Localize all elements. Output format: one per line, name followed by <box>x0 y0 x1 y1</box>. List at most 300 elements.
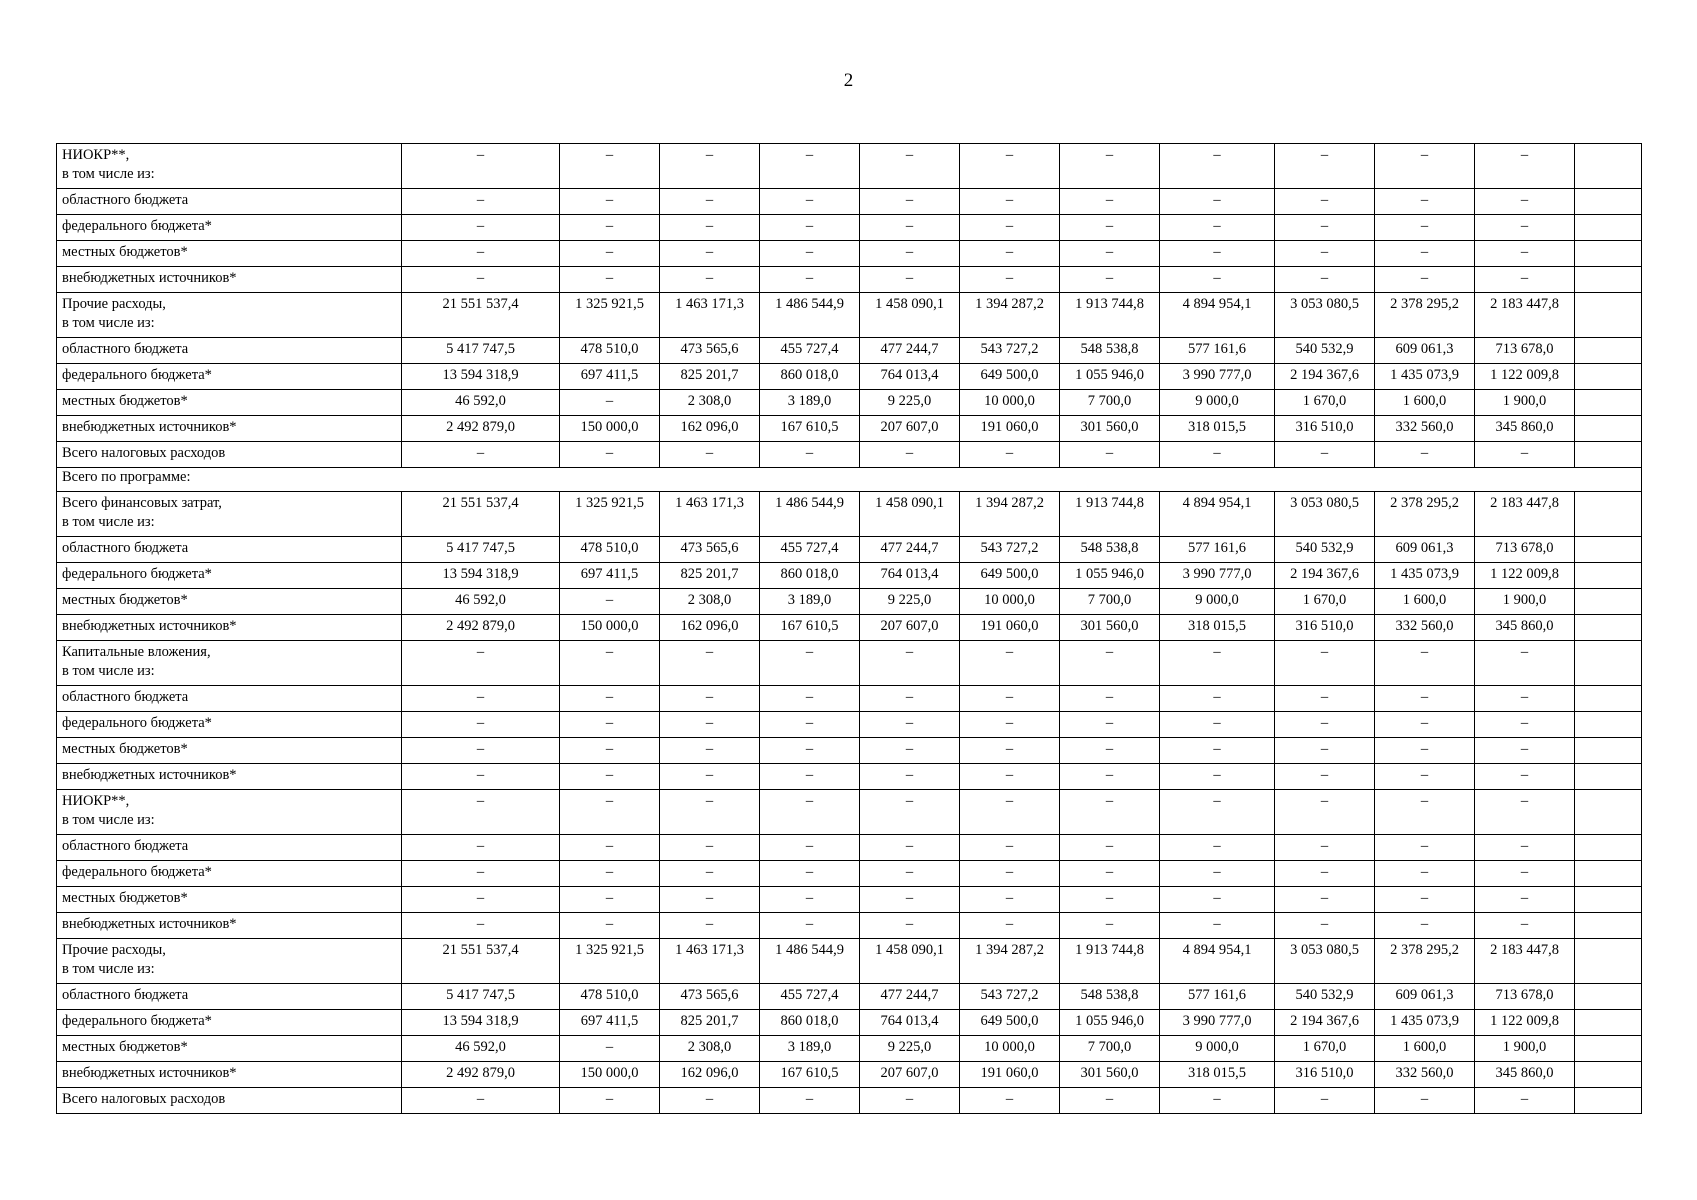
value-cell: – <box>1275 913 1375 939</box>
value-cell: 162 096,0 <box>660 416 760 442</box>
value-cell: 3 990 777,0 <box>1160 563 1275 589</box>
empty-cell <box>1575 589 1642 615</box>
row-label-line: федерального бюджета* <box>62 864 212 880</box>
row-label-line: местных бюджетов* <box>62 1039 188 1055</box>
value-cell: – <box>960 241 1060 267</box>
row-label-line: местных бюджетов* <box>62 741 188 757</box>
empty-cell <box>1575 144 1642 189</box>
value-cell: – <box>960 686 1060 712</box>
value-cell: – <box>960 1088 1060 1114</box>
row-label-line: внебюджетных источников* <box>62 270 237 286</box>
value-cell: 207 607,0 <box>860 1062 960 1088</box>
value-cell: – <box>1375 738 1475 764</box>
row-label-line: в том числе из: <box>62 315 155 331</box>
value-cell: – <box>960 189 1060 215</box>
value-cell: – <box>560 589 660 615</box>
value-cell: – <box>660 144 760 189</box>
value-cell: – <box>860 913 960 939</box>
row-label <box>57 738 402 764</box>
row-label <box>57 790 402 835</box>
value-cell: – <box>402 835 560 861</box>
value-cell: 2 194 367,6 <box>1275 1010 1375 1036</box>
value-cell: – <box>1160 887 1275 913</box>
value-cell: 2 308,0 <box>660 1036 760 1062</box>
value-cell: 9 000,0 <box>1160 390 1275 416</box>
value-cell: – <box>660 189 760 215</box>
empty-cell <box>1575 1088 1642 1114</box>
value-cell: – <box>760 1088 860 1114</box>
value-cell: 1 463 171,3 <box>660 492 760 537</box>
value-cell: 9 225,0 <box>860 589 960 615</box>
value-cell: 825 201,7 <box>660 563 760 589</box>
empty-cell <box>1575 492 1642 537</box>
row-label <box>57 589 402 615</box>
value-cell: – <box>1275 712 1375 738</box>
table-row <box>57 537 1642 563</box>
value-cell: 345 860,0 <box>1475 615 1575 641</box>
value-cell: 10 000,0 <box>960 1036 1060 1062</box>
value-cell: – <box>1060 738 1160 764</box>
value-cell: 477 244,7 <box>860 338 960 364</box>
value-cell: – <box>760 738 860 764</box>
value-cell: – <box>560 764 660 790</box>
row-label <box>57 293 402 338</box>
value-cell: – <box>1375 887 1475 913</box>
value-cell: – <box>1160 1088 1275 1114</box>
value-cell: 13 594 318,9 <box>402 364 560 390</box>
row-label-line: областного бюджета <box>62 341 189 357</box>
value-cell: – <box>1060 790 1160 835</box>
value-cell: – <box>1375 144 1475 189</box>
value-cell: – <box>1275 442 1375 468</box>
value-cell: – <box>1060 442 1160 468</box>
value-cell: 1 463 171,3 <box>660 939 760 984</box>
row-label <box>57 267 402 293</box>
value-cell: – <box>402 686 560 712</box>
value-cell: 1 913 744,8 <box>1060 492 1160 537</box>
value-cell: – <box>960 641 1060 686</box>
table-row <box>57 293 1642 338</box>
value-cell: – <box>860 267 960 293</box>
table-row <box>57 492 1642 537</box>
value-cell: 1 670,0 <box>1275 390 1375 416</box>
value-cell: 1 458 090,1 <box>860 492 960 537</box>
value-cell: 1 394 287,2 <box>960 939 1060 984</box>
empty-cell <box>1575 338 1642 364</box>
value-cell: 4 894 954,1 <box>1160 939 1275 984</box>
row-label-line: в том числе из: <box>62 961 155 977</box>
value-cell: – <box>1375 790 1475 835</box>
value-cell: – <box>1160 861 1275 887</box>
value-cell: – <box>860 887 960 913</box>
value-cell: – <box>1060 686 1160 712</box>
value-cell: – <box>1160 790 1275 835</box>
value-cell: – <box>860 241 960 267</box>
value-cell: 1 913 744,8 <box>1060 293 1160 338</box>
value-cell: 473 565,6 <box>660 537 760 563</box>
value-cell: – <box>560 641 660 686</box>
value-cell: 2 492 879,0 <box>402 1062 560 1088</box>
row-label <box>57 1088 402 1114</box>
value-cell: 477 244,7 <box>860 537 960 563</box>
value-cell: – <box>1475 641 1575 686</box>
row-label-line: местных бюджетов* <box>62 393 188 409</box>
value-cell: 162 096,0 <box>660 615 760 641</box>
value-cell: – <box>760 189 860 215</box>
value-cell: – <box>1275 1088 1375 1114</box>
table-row <box>57 790 1642 835</box>
value-cell: – <box>402 241 560 267</box>
row-label <box>57 712 402 738</box>
row-label <box>57 537 402 563</box>
value-cell: – <box>560 1088 660 1114</box>
row-label-line: областного бюджета <box>62 689 189 705</box>
value-cell: – <box>1475 215 1575 241</box>
value-cell: 2 183 447,8 <box>1475 939 1575 984</box>
row-label-line: в том числе из: <box>62 514 155 530</box>
value-cell: 5 417 747,5 <box>402 984 560 1010</box>
value-cell: – <box>1475 686 1575 712</box>
value-cell: 860 018,0 <box>760 563 860 589</box>
value-cell: 1 122 009,8 <box>1475 1010 1575 1036</box>
value-cell: – <box>560 835 660 861</box>
value-cell: – <box>660 738 760 764</box>
value-cell: 9 000,0 <box>1160 1036 1275 1062</box>
value-cell: 1 055 946,0 <box>1060 1010 1160 1036</box>
table-row <box>57 738 1642 764</box>
empty-cell <box>1575 241 1642 267</box>
value-cell: 540 532,9 <box>1275 984 1375 1010</box>
value-cell: 191 060,0 <box>960 1062 1060 1088</box>
row-label <box>57 189 402 215</box>
row-label-line: Прочие расходы, <box>62 942 166 958</box>
value-cell: 21 551 537,4 <box>402 293 560 338</box>
value-cell: 1 435 073,9 <box>1375 1010 1475 1036</box>
row-label-line: внебюджетных источников* <box>62 1065 237 1081</box>
value-cell: 577 161,6 <box>1160 338 1275 364</box>
value-cell: – <box>860 712 960 738</box>
row-label-line: НИОКР**, <box>62 793 130 809</box>
value-cell: 860 018,0 <box>760 1010 860 1036</box>
row-label <box>57 144 402 189</box>
value-cell: – <box>760 267 860 293</box>
value-cell: – <box>760 835 860 861</box>
table-row <box>57 939 1642 984</box>
value-cell: 764 013,4 <box>860 1010 960 1036</box>
value-cell: 649 500,0 <box>960 1010 1060 1036</box>
value-cell: – <box>760 686 860 712</box>
empty-cell <box>1575 563 1642 589</box>
value-cell: 543 727,2 <box>960 984 1060 1010</box>
row-label <box>57 686 402 712</box>
value-cell: 1 600,0 <box>1375 1036 1475 1062</box>
value-cell: 46 592,0 <box>402 589 560 615</box>
value-cell: 1 463 171,3 <box>660 293 760 338</box>
value-cell: – <box>560 189 660 215</box>
value-cell: 1 122 009,8 <box>1475 364 1575 390</box>
value-cell: 7 700,0 <box>1060 1036 1160 1062</box>
value-cell: – <box>660 712 760 738</box>
row-label-line: федерального бюджета* <box>62 715 212 731</box>
value-cell: – <box>1160 835 1275 861</box>
value-cell: 167 610,5 <box>760 1062 860 1088</box>
value-cell: – <box>1275 835 1375 861</box>
value-cell: – <box>960 144 1060 189</box>
table-row <box>57 641 1642 686</box>
row-label <box>57 364 402 390</box>
value-cell: – <box>960 861 1060 887</box>
value-cell: – <box>860 861 960 887</box>
value-cell: 649 500,0 <box>960 563 1060 589</box>
value-cell: – <box>1160 641 1275 686</box>
value-cell: – <box>1375 686 1475 712</box>
empty-cell <box>1575 189 1642 215</box>
value-cell: 3 990 777,0 <box>1160 1010 1275 1036</box>
value-cell: 318 015,5 <box>1160 1062 1275 1088</box>
row-label-line: Капитальные вложения, <box>62 644 211 660</box>
value-cell: – <box>760 712 860 738</box>
value-cell: – <box>560 790 660 835</box>
row-label-line: областного бюджета <box>62 987 189 1003</box>
value-cell: – <box>1275 189 1375 215</box>
value-cell: – <box>660 267 760 293</box>
value-cell: 1 486 544,9 <box>760 939 860 984</box>
value-cell: – <box>560 887 660 913</box>
value-cell: – <box>560 913 660 939</box>
value-cell: – <box>1160 712 1275 738</box>
value-cell: – <box>660 835 760 861</box>
value-cell: 2 492 879,0 <box>402 615 560 641</box>
value-cell: 713 678,0 <box>1475 338 1575 364</box>
table-row <box>57 913 1642 939</box>
value-cell: 455 727,4 <box>760 338 860 364</box>
value-cell: – <box>1375 1088 1475 1114</box>
empty-cell <box>1575 861 1642 887</box>
table-row <box>57 984 1642 1010</box>
value-cell: – <box>560 1036 660 1062</box>
value-cell: 1 670,0 <box>1275 589 1375 615</box>
value-cell: 301 560,0 <box>1060 615 1160 641</box>
value-cell: 577 161,6 <box>1160 984 1275 1010</box>
value-cell: – <box>1275 241 1375 267</box>
row-label-line: местных бюджетов* <box>62 890 188 906</box>
empty-cell <box>1575 615 1642 641</box>
value-cell: 316 510,0 <box>1275 1062 1375 1088</box>
value-cell: 3 053 080,5 <box>1275 939 1375 984</box>
value-cell: 207 607,0 <box>860 416 960 442</box>
row-label-line: федерального бюджета* <box>62 1013 212 1029</box>
row-label <box>57 338 402 364</box>
value-cell: – <box>860 442 960 468</box>
value-cell: – <box>402 641 560 686</box>
value-cell: – <box>1375 712 1475 738</box>
empty-cell <box>1575 416 1642 442</box>
value-cell: – <box>1060 835 1160 861</box>
value-cell: – <box>1060 712 1160 738</box>
row-label <box>57 835 402 861</box>
value-cell: – <box>760 215 860 241</box>
row-label-line: Всего налоговых расходов <box>62 445 226 461</box>
value-cell: 2 378 295,2 <box>1375 492 1475 537</box>
value-cell: – <box>860 189 960 215</box>
row-label <box>57 984 402 1010</box>
value-cell: – <box>1275 738 1375 764</box>
empty-cell <box>1575 984 1642 1010</box>
value-cell: 609 061,3 <box>1375 984 1475 1010</box>
value-cell: 825 201,7 <box>660 364 760 390</box>
value-cell: 455 727,4 <box>760 537 860 563</box>
value-cell: 318 015,5 <box>1160 615 1275 641</box>
value-cell: – <box>1375 913 1475 939</box>
value-cell: 649 500,0 <box>960 364 1060 390</box>
value-cell: – <box>560 144 660 189</box>
value-cell: – <box>560 390 660 416</box>
page-number: 2 <box>843 70 854 91</box>
empty-cell <box>1575 1010 1642 1036</box>
value-cell: 1 486 544,9 <box>760 293 860 338</box>
row-label <box>57 1062 402 1088</box>
row-label-line: областного бюджета <box>62 540 189 556</box>
value-cell: – <box>1275 887 1375 913</box>
value-cell: 167 610,5 <box>760 416 860 442</box>
table-row <box>57 267 1642 293</box>
value-cell: 548 538,8 <box>1060 338 1160 364</box>
value-cell: 1 325 921,5 <box>560 939 660 984</box>
value-cell: – <box>1160 913 1275 939</box>
value-cell: – <box>1060 887 1160 913</box>
value-cell: 167 610,5 <box>760 615 860 641</box>
value-cell: – <box>1060 189 1160 215</box>
value-cell: 2 183 447,8 <box>1475 293 1575 338</box>
value-cell: – <box>660 790 760 835</box>
row-label-line: внебюджетных источников* <box>62 618 237 634</box>
value-cell: 46 592,0 <box>402 390 560 416</box>
empty-cell <box>1575 790 1642 835</box>
empty-cell <box>1575 215 1642 241</box>
row-label-line: в том числе из: <box>62 166 155 182</box>
value-cell: – <box>760 861 860 887</box>
row-label-line: внебюджетных источников* <box>62 419 237 435</box>
value-cell: – <box>1060 861 1160 887</box>
value-cell: 21 551 537,4 <box>402 939 560 984</box>
value-cell: 13 594 318,9 <box>402 1010 560 1036</box>
value-cell: 478 510,0 <box>560 537 660 563</box>
table-row <box>57 1062 1642 1088</box>
value-cell: 150 000,0 <box>560 416 660 442</box>
value-cell: – <box>1375 189 1475 215</box>
table-row <box>57 189 1642 215</box>
value-cell: – <box>1060 1088 1160 1114</box>
value-cell: – <box>1275 790 1375 835</box>
row-label <box>57 390 402 416</box>
empty-cell <box>1575 887 1642 913</box>
value-cell: 609 061,3 <box>1375 338 1475 364</box>
value-cell: – <box>960 835 1060 861</box>
value-cell: – <box>1475 738 1575 764</box>
table-row <box>57 416 1642 442</box>
value-cell: 150 000,0 <box>560 1062 660 1088</box>
value-cell: – <box>402 790 560 835</box>
value-cell: – <box>760 641 860 686</box>
value-cell: – <box>402 764 560 790</box>
value-cell: – <box>1060 641 1160 686</box>
row-label <box>57 416 402 442</box>
value-cell: – <box>1060 764 1160 790</box>
value-cell: 1 458 090,1 <box>860 293 960 338</box>
empty-cell <box>1575 641 1642 686</box>
table-row <box>57 589 1642 615</box>
empty-cell <box>1575 835 1642 861</box>
value-cell: – <box>660 913 760 939</box>
value-cell: – <box>660 215 760 241</box>
value-cell: 7 700,0 <box>1060 589 1160 615</box>
value-cell: 3 189,0 <box>760 1036 860 1062</box>
row-label <box>57 563 402 589</box>
row-label <box>57 887 402 913</box>
value-cell: – <box>560 712 660 738</box>
value-cell: 540 532,9 <box>1275 537 1375 563</box>
value-cell: 1 600,0 <box>1375 390 1475 416</box>
value-cell: 2 194 367,6 <box>1275 563 1375 589</box>
value-cell: – <box>1060 215 1160 241</box>
value-cell: – <box>860 215 960 241</box>
value-cell: 455 727,4 <box>760 984 860 1010</box>
value-cell: – <box>1060 144 1160 189</box>
value-cell: 345 860,0 <box>1475 416 1575 442</box>
value-cell: 191 060,0 <box>960 615 1060 641</box>
row-label-line: областного бюджета <box>62 192 189 208</box>
value-cell: 473 565,6 <box>660 338 760 364</box>
value-cell: 543 727,2 <box>960 338 1060 364</box>
value-cell: – <box>560 686 660 712</box>
value-cell: – <box>1375 641 1475 686</box>
value-cell: 301 560,0 <box>1060 416 1160 442</box>
value-cell: 3 990 777,0 <box>1160 364 1275 390</box>
value-cell: – <box>960 215 1060 241</box>
row-label-line: внебюджетных источников* <box>62 916 237 932</box>
value-cell: 478 510,0 <box>560 984 660 1010</box>
value-cell: – <box>1160 764 1275 790</box>
value-cell: – <box>960 267 1060 293</box>
table-row <box>57 442 1642 468</box>
value-cell: 548 538,8 <box>1060 984 1160 1010</box>
value-cell: 1 055 946,0 <box>1060 364 1160 390</box>
section-heading: Всего по программе: <box>57 468 1642 492</box>
row-label <box>57 1010 402 1036</box>
value-cell: – <box>960 913 1060 939</box>
value-cell: 3 189,0 <box>760 589 860 615</box>
value-cell: – <box>1475 835 1575 861</box>
table-row <box>57 615 1642 641</box>
value-cell: – <box>402 144 560 189</box>
value-cell: – <box>1375 442 1475 468</box>
value-cell: 332 560,0 <box>1375 416 1475 442</box>
value-cell: – <box>960 712 1060 738</box>
value-cell: 318 015,5 <box>1160 416 1275 442</box>
value-cell: – <box>660 241 760 267</box>
value-cell: – <box>402 712 560 738</box>
budget-table <box>56 143 1642 1114</box>
value-cell: 1 913 744,8 <box>1060 939 1160 984</box>
value-cell: 9 000,0 <box>1160 589 1275 615</box>
value-cell: 764 013,4 <box>860 563 960 589</box>
table-row <box>57 241 1642 267</box>
value-cell: – <box>1160 267 1275 293</box>
value-cell: 1 900,0 <box>1475 1036 1575 1062</box>
value-cell: – <box>1160 738 1275 764</box>
value-cell: – <box>1475 861 1575 887</box>
value-cell: – <box>1475 790 1575 835</box>
